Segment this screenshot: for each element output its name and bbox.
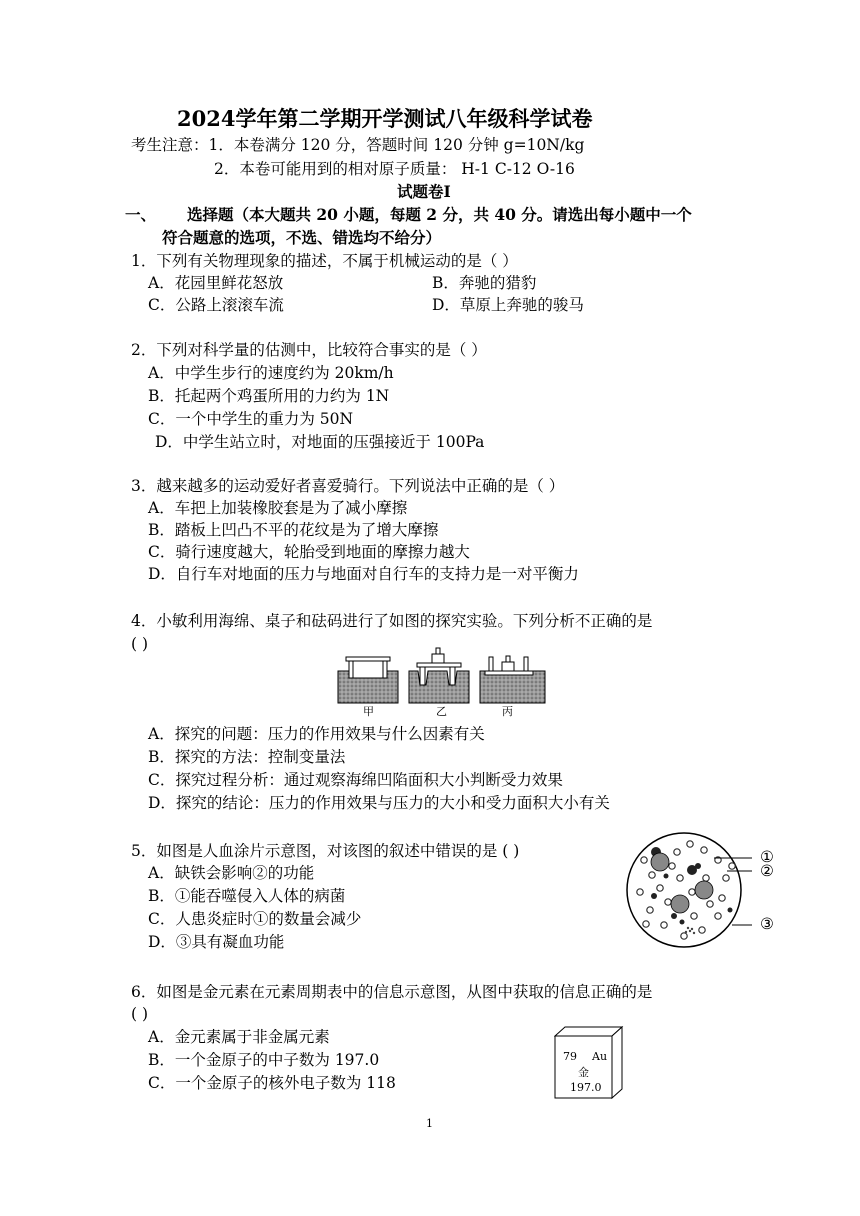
q4-option-b: B．探究的方法：控制变量法 bbox=[148, 748, 346, 766]
q6-stem: 6．如图是金元素在元素周期表中的信息示意图，从图中获取的信息正确的是 bbox=[131, 983, 653, 1001]
q3-option-d: D．自行车对地面的压力与地面对自行车的支持力是一对平衡力 bbox=[148, 565, 579, 583]
q1-option-b: B．奔驰的猎豹 bbox=[432, 274, 537, 292]
q5-option-b: B．①能吞噬侵入人体的病菌 bbox=[148, 887, 346, 905]
page-title: 2024学年第二学期开学测试八年级科学试卷 bbox=[177, 106, 593, 131]
sponge-experiment-figure bbox=[335, 645, 550, 705]
notice-line-2: 2．本卷可能用到的相对原子质量： H-1 C-12 O-16 bbox=[214, 160, 575, 178]
q1-option-a: A．花园里鲜花怒放 bbox=[148, 274, 284, 292]
q3-option-b: B．踏板上凹凸不平的花纹是为了增大摩擦 bbox=[148, 521, 439, 539]
q5-option-d: D．③具有凝血功能 bbox=[148, 933, 285, 951]
q2-option-b: B．托起两个鸡蛋所用的力约为 1N bbox=[148, 387, 390, 405]
section-number: 一、 bbox=[125, 205, 157, 224]
q3-option-a: A．车把上加装橡胶套是为了减小摩擦 bbox=[148, 499, 408, 517]
q5-option-c: C．人患炎症时①的数量会减少 bbox=[148, 910, 362, 928]
q6-paren: ( ) bbox=[131, 1005, 149, 1023]
blood-label-1: ① bbox=[760, 848, 774, 866]
q2-option-c: C．一个中学生的重力为 50N bbox=[148, 410, 354, 428]
q1-option-c: C．公路上滚滚车流 bbox=[148, 296, 284, 314]
q3-option-c: C．骑行速度越大，轮胎受到地面的摩擦力越大 bbox=[148, 543, 470, 561]
section-heading-line-1: 选择题（本大题共 20 小题，每题 2 分，共 40 分。请选出每小题中一个 bbox=[187, 205, 692, 224]
page-number: 1 bbox=[426, 1117, 433, 1130]
q4-stem: 4．小敏利用海绵、桌子和砝码进行了如图的探究实验。下列分析不正确的是 bbox=[131, 612, 653, 630]
setup-bing bbox=[480, 656, 545, 703]
blood-label-3: ③ bbox=[760, 915, 774, 933]
q4-paren: ( ) bbox=[131, 635, 149, 653]
figure-label-jia: 甲 bbox=[363, 705, 374, 718]
element-symbol: Au bbox=[592, 1050, 608, 1063]
figure-label-bing: 丙 bbox=[502, 705, 513, 718]
notice-line-1: 考生注意：1．本卷满分 120 分，答题时间 120 分钟 g=10N/kg bbox=[131, 136, 585, 154]
element-name: 金 bbox=[578, 1066, 589, 1079]
q1-stem: 1．下列有关物理现象的描述，不属于机械运动的是（ ） bbox=[131, 252, 518, 270]
q6-option-a: A．金元素属于非金属元素 bbox=[148, 1028, 330, 1046]
setup-jia bbox=[338, 657, 398, 703]
q5-option-a: A．缺铁会影响②的功能 bbox=[148, 864, 315, 882]
q6-option-c: C．一个金原子的核外电子数为 118 bbox=[148, 1074, 396, 1092]
q4-option-a: A．探究的问题：压力的作用效果与什么因素有关 bbox=[148, 725, 485, 743]
q4-option-d: D．探究的结论：压力的作用效果与压力的大小和受力面积大小有关 bbox=[148, 794, 610, 812]
element-atomic-mass: 197.0 bbox=[570, 1081, 602, 1094]
q4-option-c: C．探究过程分析：通过观察海绵凹陷面积大小判断受力效果 bbox=[148, 771, 563, 789]
section-heading-line-2: 符合题意的选项，不选、错选均不给分） bbox=[162, 228, 442, 247]
q2-option-d: D．中学生站立时，对地面的压强接近于 100Pa bbox=[155, 433, 485, 451]
figure-label-yi: 乙 bbox=[436, 705, 447, 718]
q1-option-d: D．草原上奔驰的骏马 bbox=[432, 296, 584, 314]
q3-stem: 3．越来越多的运动爱好者喜爱骑行。下列说法中正确的是（ ） bbox=[131, 477, 565, 495]
blood-smear-figure bbox=[622, 830, 767, 950]
paper-label: 试题卷Ⅰ bbox=[397, 182, 451, 201]
blood-label-2: ② bbox=[760, 862, 774, 880]
q2-option-a: A．中学生步行的速度约为 20km/h bbox=[148, 364, 394, 382]
setup-yi bbox=[409, 648, 469, 703]
q5-stem: 5．如图是人血涂片示意图，对该图的叙述中错误的是 ( ) bbox=[131, 842, 520, 860]
element-atomic-number: 79 bbox=[563, 1050, 577, 1063]
q6-option-b: B．一个金原子的中子数为 197.0 bbox=[148, 1051, 380, 1069]
q2-stem: 2．下列对科学量的估测中，比较符合事实的是（ ） bbox=[131, 341, 487, 359]
